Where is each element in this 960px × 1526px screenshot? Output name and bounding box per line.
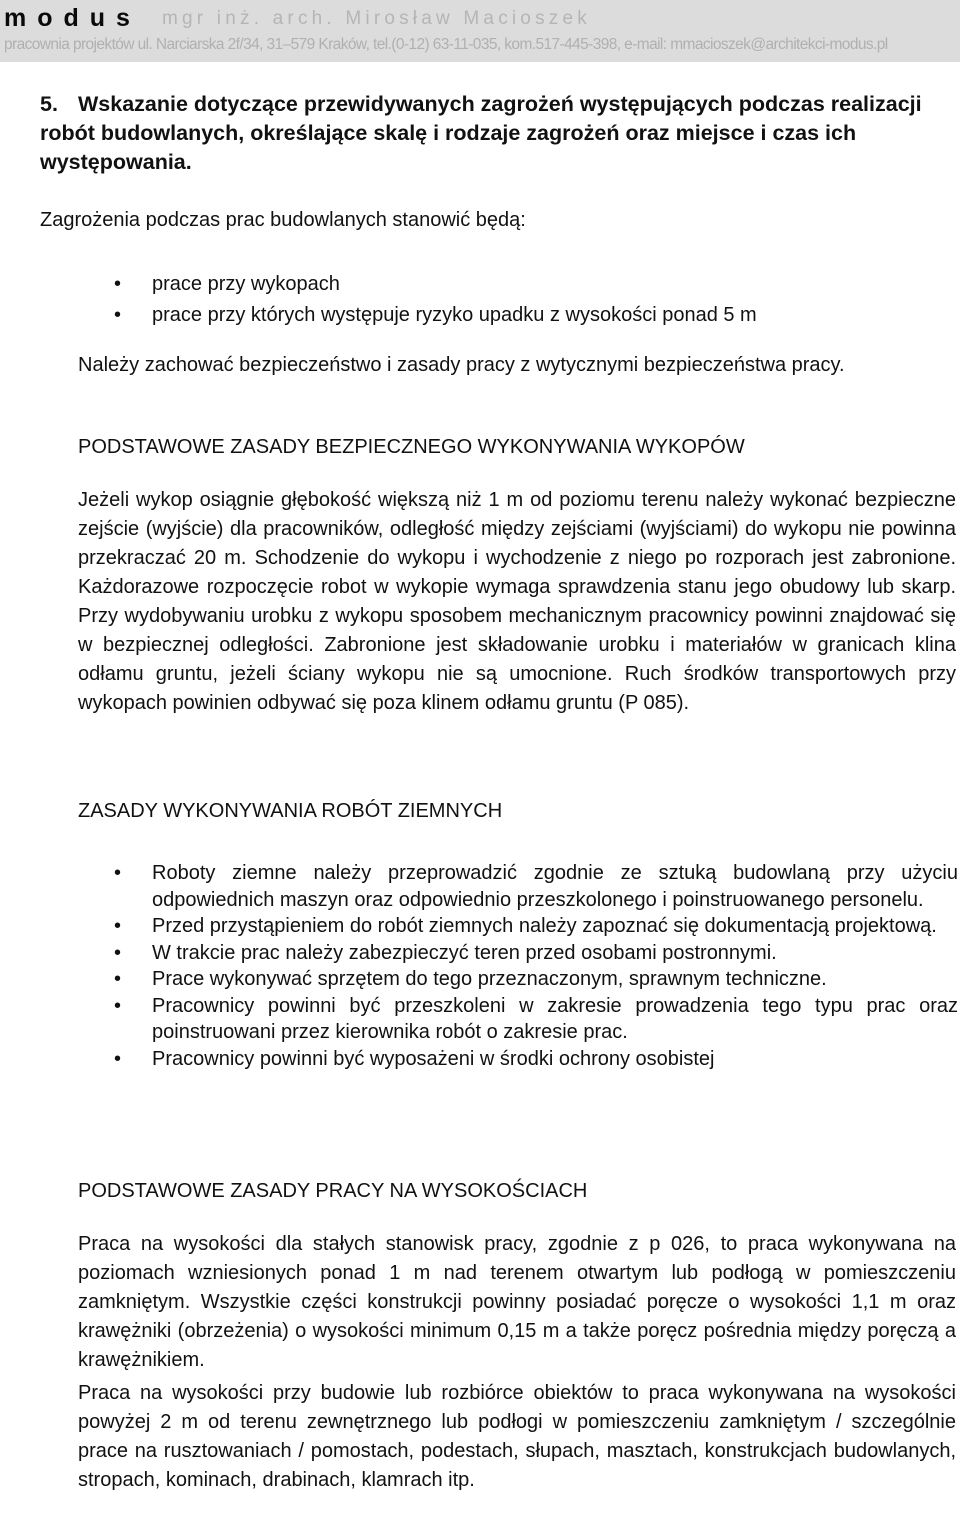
section-title [40, 90, 960, 177]
excavation-heading: PODSTAWOWE ZASADY BEZPIECZNEGO WYKONYWANIA WYKOPÓW [78, 436, 745, 458]
list-item: • Prace wykonywać sprzętem do tego przeznaczonym, sprawnym techniczne. [0, 966, 958, 993]
list-item: • Pracownicy powinni być wyposażeni w środki ochrony osobistej [0, 1046, 958, 1073]
hazards-list [0, 269, 960, 331]
list-item: • prace przy wykopach [0, 269, 958, 300]
bullet-icon: • [114, 941, 122, 964]
office-address: pracownia projektów ul. Narciarska 2f/34, 31–579 Kraków, tel.(0-12) 63-11-035, kom.517-445-398, e-mail: mmacioszek@architekci-modus.pl [4, 36, 888, 53]
list-item: • prace przy których występuje ryzyko upadku z wysokości ponad 5 m [0, 300, 958, 331]
letterhead [0, 0, 960, 62]
list-item: • Pracownicy powinni być przeszkoleni w zakresie prowadzenia tego typu prac oraz poinstruowani przez kierownika robót o zakresie prac. [114, 994, 958, 1043]
bullet-icon: • [114, 304, 122, 326]
author-name: mgr inż. arch. Mirosław Macioszek [162, 8, 591, 29]
earthworks-heading: ZASADY WYKONYWANIA ROBÓT ZIEMNYCH [78, 800, 503, 822]
list-item: • W trakcie prac należy zabezpieczyć teren przed osobami postronnymi. [0, 940, 958, 967]
brand-logo-text: modus [4, 4, 141, 32]
heights-heading: PODSTAWOWE ZASADY PRACY NA WYSOKOŚCIACH [78, 1180, 588, 1202]
list-item: • Przed przystąpieniem do robót ziemnych należy zapoznać się dokumentacją projektową. [0, 913, 958, 940]
section-number: 5. [40, 92, 58, 116]
section-title-text: Wskazanie dotyczące przewidywanych zagrożeń występujących podczas realizacji robót budowlanych, określające skalę i rodzaje zagrożeń oraz miejsce i czas ich występowania. [40, 92, 922, 174]
heights-paragraph-1: Praca na wysokości dla stałych stanowisk pracy, zgodnie z p 026, to praca wykonywana na poziomach wzniesionych ponad 1 m nad terenem otwartym lub podłogą w pomieszczeniu zamkniętym. Wszystkie części konstrukcji powinny posiadać poręcze o wysokości 1,1 m oraz krawężniki (obrzeżenia) o wysokości minimum 0,15 m a także poręcz pośrednia między poręczą a krawężnikiem. [78, 1233, 956, 1371]
earthworks-list [0, 860, 960, 1072]
bullet-icon: • [114, 273, 122, 295]
bullet-icon: • [114, 1047, 122, 1070]
intro-text: Zagrożenia podczas prac budowlanych stanowić będą: [40, 209, 526, 231]
heights-paragraph-2: Praca na wysokości przy budowie lub rozbiórce obiektów to praca wykonywana na wysokości powyżej 2 m od terenu zewnętrznego lub podłogi w pomieszczeniu zamkniętym / szczególnie prace na rusztowaniach / pomostach, podestach, słupach, masztach, konstrukcjach budowlanych, stropach, kominach, drabinach, klamrach itp. [78, 1382, 956, 1491]
bullet-icon: • [114, 862, 122, 884]
bullet-icon: • [114, 915, 122, 937]
bullet-icon: • [114, 968, 122, 990]
list-item: • Roboty ziemne należy przeprowadzić zgodnie ze sztuką budowlaną przy użyciu odpowiednich maszyn oraz odpowiednio przeszkolonego i poinstruowanego personelu. [114, 862, 958, 911]
bullet-icon: • [114, 994, 122, 1017]
excavation-text: Jeżeli wykop osiągnie głębokość większą niż 1 m od poziomu terenu należy wykonać bezpieczne zejście (wyjście) dla pracowników, odległość między zejściami (wyjściami) do wykopu nie powinna przekraczać 20 m. Schodzenie do wykopu i wychodzenie z niego po rozporach jest zabronione. Każdorazowe rozpoczęcie robot w wykopie wymaga sprawdzenia stanu jego obudowy lub skarp. Przy wydobywaniu urobku z wykopu sposobem mechanicznym pracownicy powinni znajdować się w bezpiecznej odległości. Zabronione jest składowanie urobku i materiałów w granicach klina odłamu gruntu, jeżeli ściany wykopu nie są umocnione. Ruch środków transportowych przy wykopach powinien odbywać się poza klinem odłamu gruntu (P 085). [78, 489, 956, 714]
safety-note: Należy zachować bezpieczeństwo i zasady pracy z wytycznymi bezpieczeństwa pracy. [78, 354, 845, 376]
